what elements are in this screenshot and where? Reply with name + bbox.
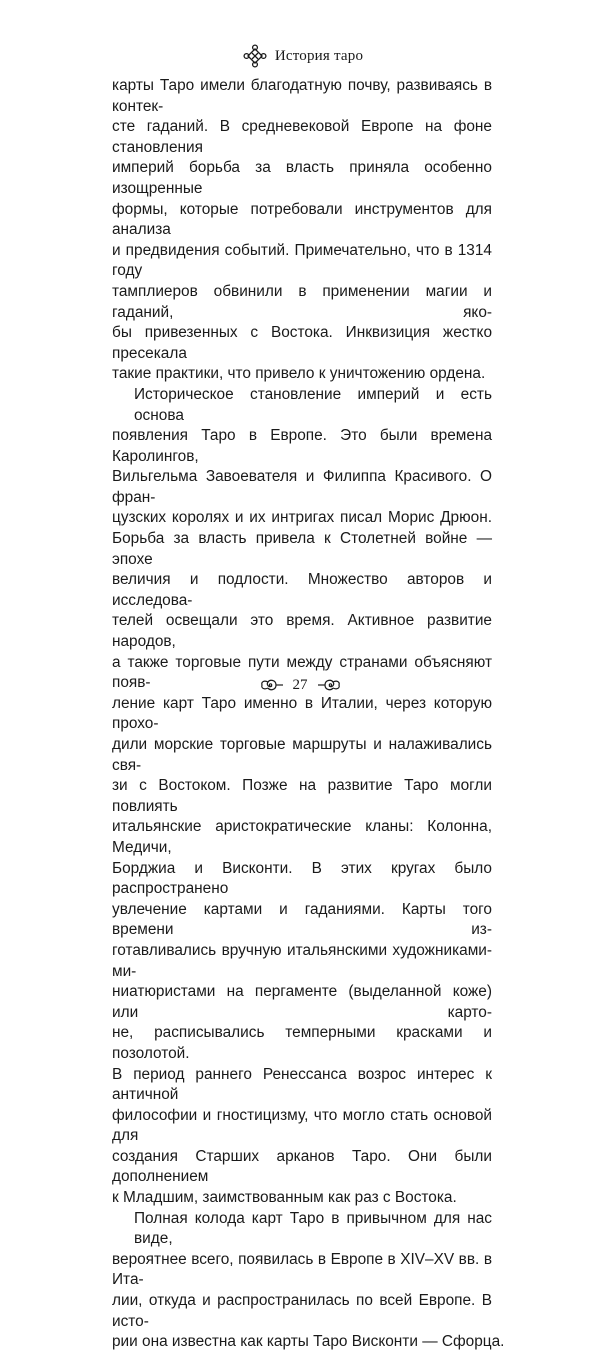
- body-line: появления Таро в Европе. Это были времена Каролингов,: [112, 427, 492, 465]
- left-flourish-icon: [259, 676, 285, 694]
- body-line: Борьба за власть привела к Столетней войне — эпохе: [112, 530, 492, 568]
- page-folio: [0, 676, 600, 694]
- running-head: [0, 44, 600, 68]
- page-number: 27: [292, 676, 308, 693]
- body-line: вероятнее всего, появилась в Европе в XIV–XV вв. в Ита-: [112, 1250, 492, 1289]
- body-line: Борджиа и Висконти. В этих кругах было распространено: [112, 859, 492, 898]
- body-line: телей освещали это время. Активное развитие народов,: [112, 612, 492, 651]
- body-line: карты Таро имели благодатную почву, развиваясь в контек-: [112, 77, 492, 115]
- body-line: зи с Востоком. Позже на развитие Таро могли повлиять: [112, 777, 492, 815]
- body-line: такие практики, что привело к уничтожению ордена.: [112, 365, 486, 383]
- body-line: философии и гностицизму, что могло стать основой для: [112, 1106, 492, 1145]
- body-text: [112, 76, 505, 1353]
- body-line: сте гаданий. В средневековой Европе на фоне становления: [112, 118, 492, 156]
- body-line: к Младшим, заимствованным как раз с Востока.: [112, 1189, 457, 1207]
- body-line: Полная колода карт Таро в привычном для нас виде,: [134, 1209, 492, 1248]
- body-line: тамплиеров обвинили в применении магии и гаданий, яко-: [112, 282, 492, 321]
- body-line: увлечение картами и гаданиями. Карты того времени из-: [112, 900, 492, 939]
- body-line: лии, откуда и распространилась по всей Европе. В исто-: [112, 1292, 492, 1330]
- body-line: величия и подлости. Множество авторов и исследова-: [112, 571, 492, 609]
- body-line: ление карт Таро именно в Италии, через которую прохо-: [112, 694, 492, 733]
- body-line: ниатюристами на пергаменте (выделанной коже) или карто-: [112, 983, 492, 1021]
- body-line: бы привезенных с Востока. Инквизиция жестко пресекала: [112, 324, 492, 362]
- body-line: рии она известна как карты Таро Висконти — Сфорца.: [112, 1333, 505, 1351]
- body-line: Вильгельма Завоевателя и Филиппа Красивого. О фран-: [112, 468, 492, 506]
- body-line: создания Старших арканов Таро. Они были дополнением: [112, 1147, 492, 1186]
- body-line: дили морские торговые маршруты и налаживались свя-: [112, 736, 492, 774]
- body-line: формы, которые потребовали инструментов для анализа: [112, 200, 492, 239]
- running-title: История таро: [274, 47, 364, 64]
- body-line: цузских королях и их интригах писал Морис Дрюон.: [112, 509, 492, 527]
- celtic-knot-icon: [243, 44, 267, 68]
- body-line: готавливались вручную итальянскими художниками-ми-: [112, 941, 492, 980]
- body-line: итальянские аристократические кланы: Колонна, Медичи,: [112, 818, 492, 856]
- body-line: империй борьба за власть приняла особенно изощренные: [112, 159, 492, 197]
- body-line: В период раннего Ренессанса возрос интерес к античной: [112, 1065, 492, 1104]
- body-line: и предвидения событий. Примечательно, что в 1314 году: [112, 241, 492, 280]
- body-line: не, расписывались темперными красками и позолотой.: [112, 1024, 492, 1062]
- body-line: Историческое становление империй и есть основа: [134, 385, 492, 424]
- body-line: а также торговые пути между странами объясняют появ-: [112, 653, 492, 692]
- right-flourish-icon: [316, 676, 342, 694]
